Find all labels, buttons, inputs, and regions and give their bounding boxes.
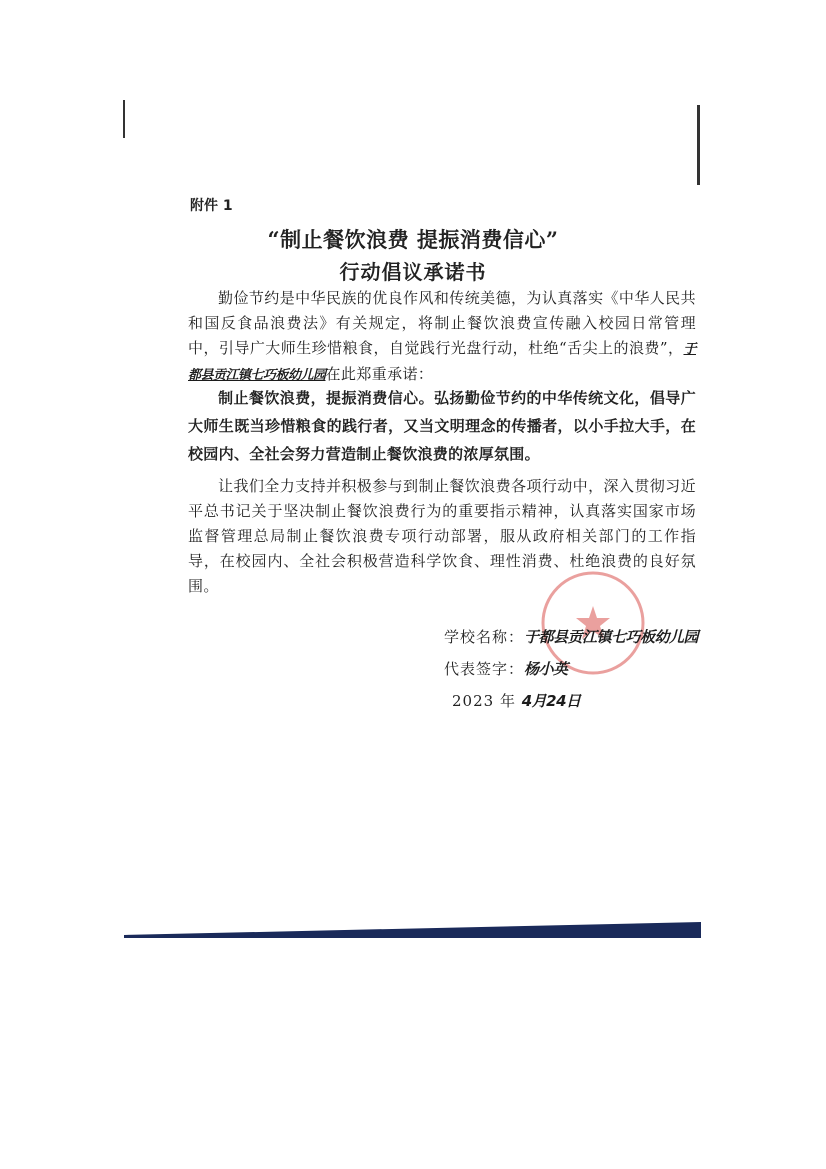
school-name-row	[444, 626, 698, 647]
signature-label: 代表签字：	[444, 660, 525, 678]
signature-row	[444, 658, 568, 679]
paragraph-intro-text: 勤俭节约是中华民族的优良作风和传统美德，为认真落实《中华人民共和国反食品浪费法》有关规定，将制止餐饮浪费宣传融入校园日常管理中，引导广大师生珍惜粮食，自觉践行光盘行动，杜绝“舌尖上的浪费”，	[188, 289, 696, 357]
paragraph-commitment	[188, 384, 696, 468]
school-name-handwritten: 于都县贡江镇七巧板幼儿园	[524, 628, 699, 646]
handwritten-school-name: 于都县贡江镇七巧板幼儿园	[188, 342, 696, 383]
scan-bottom-edge	[124, 922, 701, 938]
scan-edge-right	[697, 105, 700, 185]
scan-edge-left	[123, 100, 125, 138]
attachment-label: 附件 1	[190, 198, 233, 214]
date-year: 2023 年	[452, 692, 516, 710]
paragraph-intro-tail: 在此郑重承诺：	[325, 365, 434, 383]
signature-handwritten: 杨小英	[524, 660, 568, 678]
paragraph-intro	[188, 286, 696, 388]
school-name-label: 学校名称：	[444, 628, 525, 646]
paragraph-commitment-text: 制止餐饮浪费，提振消费信心。弘扬勤俭节约的中华传统文化，倡导广大师生既当珍惜粮食的践行者，又当文明理念的传播者，以小手拉大手，在校园内、全社会努力营造制止餐饮浪费的浓厚氛围。	[188, 389, 696, 463]
date-handwritten: 4月24日	[521, 692, 581, 710]
document-subtitle: 行动倡议承诺书	[339, 260, 487, 284]
paragraph-action-text: 让我们全力支持并积极参与到制止餐饮浪费各项行动中，深入贯彻习近平总书记关于坚决制止餐饮浪费行为的重要指示精神，认真落实国家市场监督管理总局制止餐饮浪费专项行动部署，服从政府相关部门的工作指导，在校园内、全社会积极营造科学饮食、理性消费、杜绝浪费的良好氛围。	[188, 477, 696, 595]
document-title: “制止餐饮浪费 提振消费信心”	[267, 227, 559, 252]
date-row	[452, 690, 581, 711]
